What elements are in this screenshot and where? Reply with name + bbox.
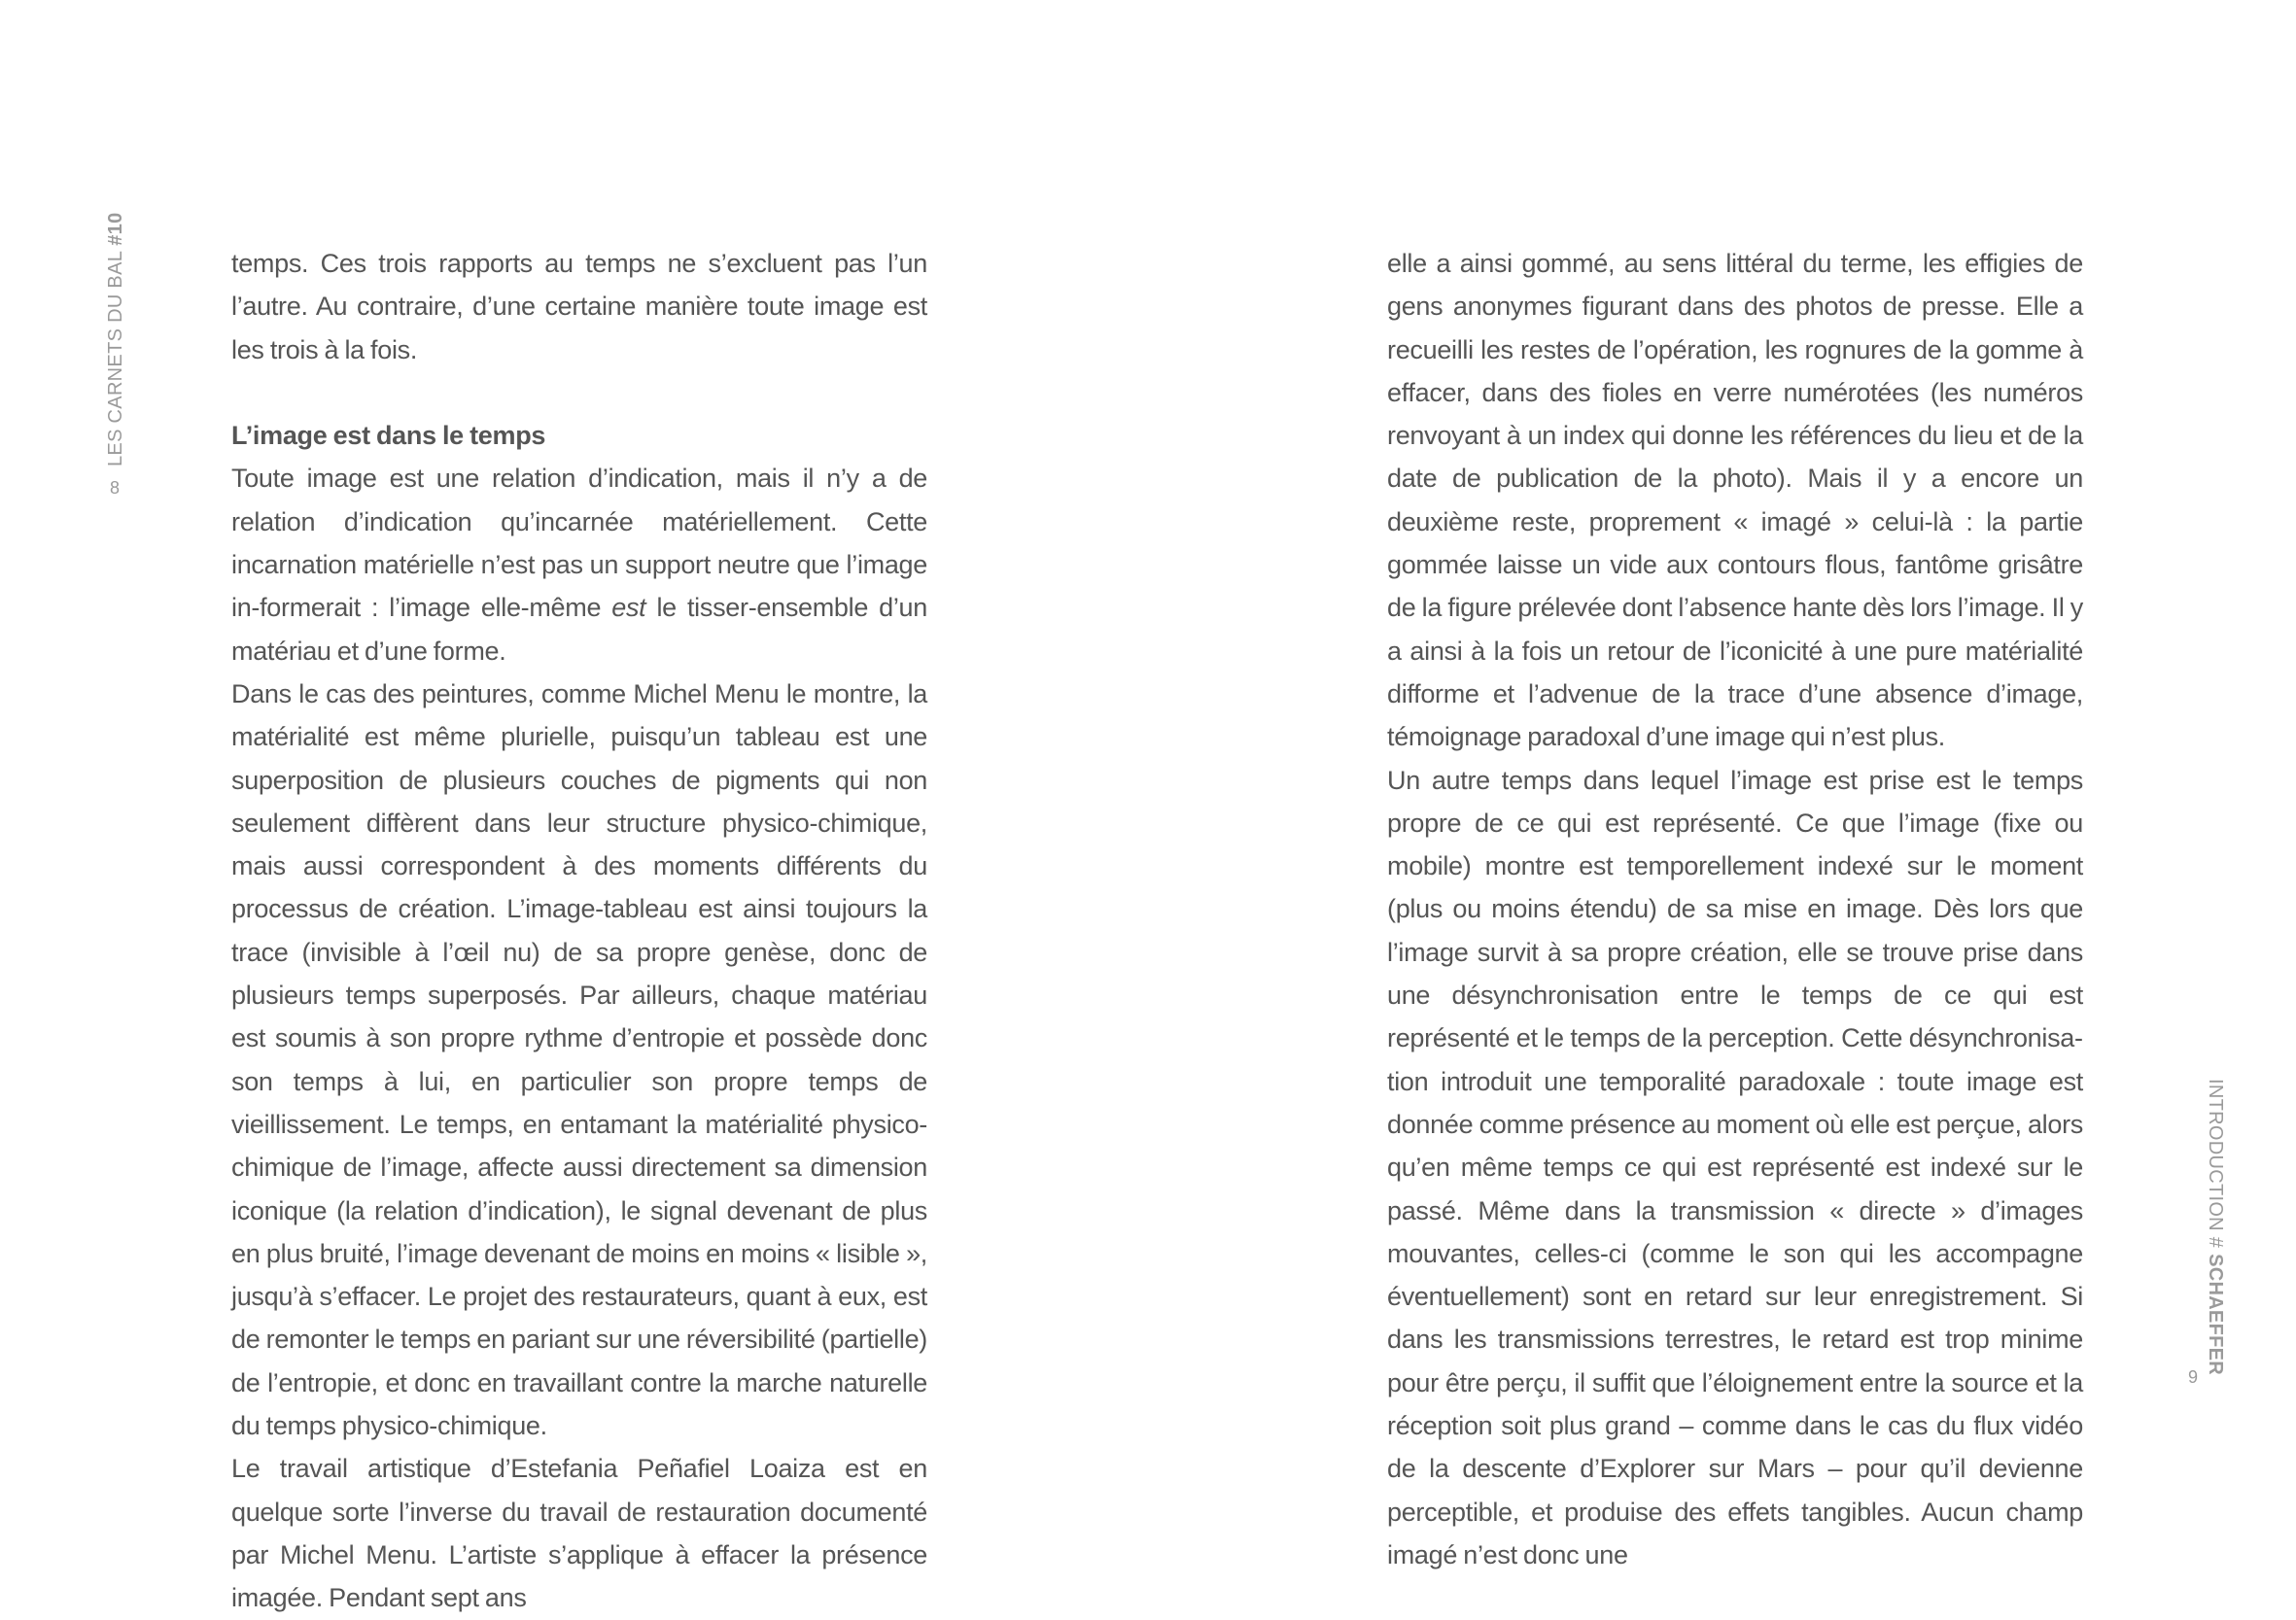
right-running-head-author: SCHAEFFER: [2205, 1254, 2226, 1375]
left-paragraph-1: temps. Ces trois rapports au temps ne s’excluent pas l’un l’autre. Au contraire, d’une certaine manière toute image est les trois à la fois.: [231, 249, 927, 364]
right-running-head: [2204, 1079, 2226, 1375]
right-paragraph-1: elle a ainsi gommé, au sens littéral du terme, les effigies de gens anonymes figurant dans des photos de presse. Elle a recueilli les restes de l’opération, les rognures de la gomme à effacer, dans des fioles en verre numérotées (les numéros renvoyant à un index qui donne les références du lieu et de la date de publication de la photo). Mais il y a encore un deuxième reste, proprement « imagé » celui-là : la partie gommée laisse un vide aux contours flous, fantôme grisâtre de la figure prélevée dont l’absence hante dès lors l’image. Il y a ainsi à la fois un retour de l’iconicité à une pure matérialité difforme et l’advenue de la trace d’une absence d’image, témoignage paradoxal d’une image qui n’est plus.: [1387, 249, 2083, 752]
left-running-head-issue: #10: [105, 212, 126, 246]
left-paragraph-2-part-a: Toute image est une relation d’indication, mais il n’y a de relation d’indication qu’incarnée matériellement. Cette incarnation matérielle n’est pas un support neutre que l’image in-formerait : l’image elle-même: [231, 464, 927, 623]
paragraph-gap: [231, 371, 927, 414]
left-paragraph-4: Le travail artistique d’Estefania Peñafiel Loaiza est en quelque sorte l’inverse du travail de restauration documenté par Michel Menu. L’artiste s’applique à effacer la présence imagée. Pendant sept ans: [231, 1454, 927, 1613]
left-running-head: [105, 212, 127, 466]
right-paragraph-2: Un autre temps dans lequel l’image est prise est le temps propre de ce qui est représenté. Ce que l’image (fixe ou mobile) montre est temporellement indexé sur le moment (plus ou moins étendu) de sa mise en image. Dès lors que l’image survit à sa propre création, elle se trouve prise dans une désynchronisation entre le temps de ce qui est représenté et le temps de la perception. Cette désynchronisation introduit une temporalité paradoxale : toute image est donnée comme présence au moment où elle est perçue, alors qu’en même temps ce qui est représenté est indexé sur le passé. Même dans la transmission « directe » d’images mouvantes, celles-ci (comme le son qui les accompagne éventuellement) sont en retard sur leur enregistrement. Si dans les transmissions terrestres, le retard est trop minime pour être perçu, il suffit que l’éloignement entre la source et la réception soit plus grand – comme dans le cas du flux vidéo de la descente d’Explorer sur Mars – pour qu’il devienne perceptible, et produise des effets tangibles. Aucun champ imagé n’est donc une: [1387, 765, 2083, 1569]
left-paragraph-2: [231, 457, 927, 672]
right-page-number: 9: [2188, 1367, 2199, 1387]
right-running-head-prefix: INTRODUCTION #: [2205, 1079, 2226, 1255]
section-heading: L’image est dans le temps: [231, 421, 546, 451]
left-text-column: [231, 242, 927, 1620]
left-paragraph-2-part-b: le tisser-ensemble d’un matériau et d’une forme.: [231, 593, 927, 666]
left-page-number: 8: [110, 478, 121, 498]
left-paragraph-2-emphasis: est: [611, 593, 646, 623]
right-text-column: [1387, 242, 2083, 1576]
left-running-head-prefix: LES CARNETS DU BAL: [105, 245, 126, 466]
left-paragraph-3: Dans le cas des peintures, comme Michel Menu le montre, la matérialité est même plurielle, puisqu’un tableau est une superposition de plusieurs couches de pigments qui non seulement diffèrent dans leur structure physico-chimique, mais aussi correspondent à des moments différents du processus de création. L’image-tableau est ainsi toujours la trace (invisible à l’œil nu) de sa propre genèse, donc de plusieurs temps superposés. Par ailleurs, chaque matériau est soumis à son propre rythme d’entropie et possède donc son temps à lui, en particulier son propre temps de vieillissement. Le temps, en entamant la matérialité physico-chimique de l’image, affecte aussi directement sa dimension iconique (la relation d’indication), le signal devenant de plus en plus bruité, l’image devenant de moins en moins « lisible », jusqu’à s’effacer. Le projet des restaurateurs, quant à eux, est de remonter le temps en pariant sur une réversibilité (partielle) de l’entropie, et donc en travaillant contre la marche naturelle du temps physico-chimique.: [231, 678, 927, 1441]
